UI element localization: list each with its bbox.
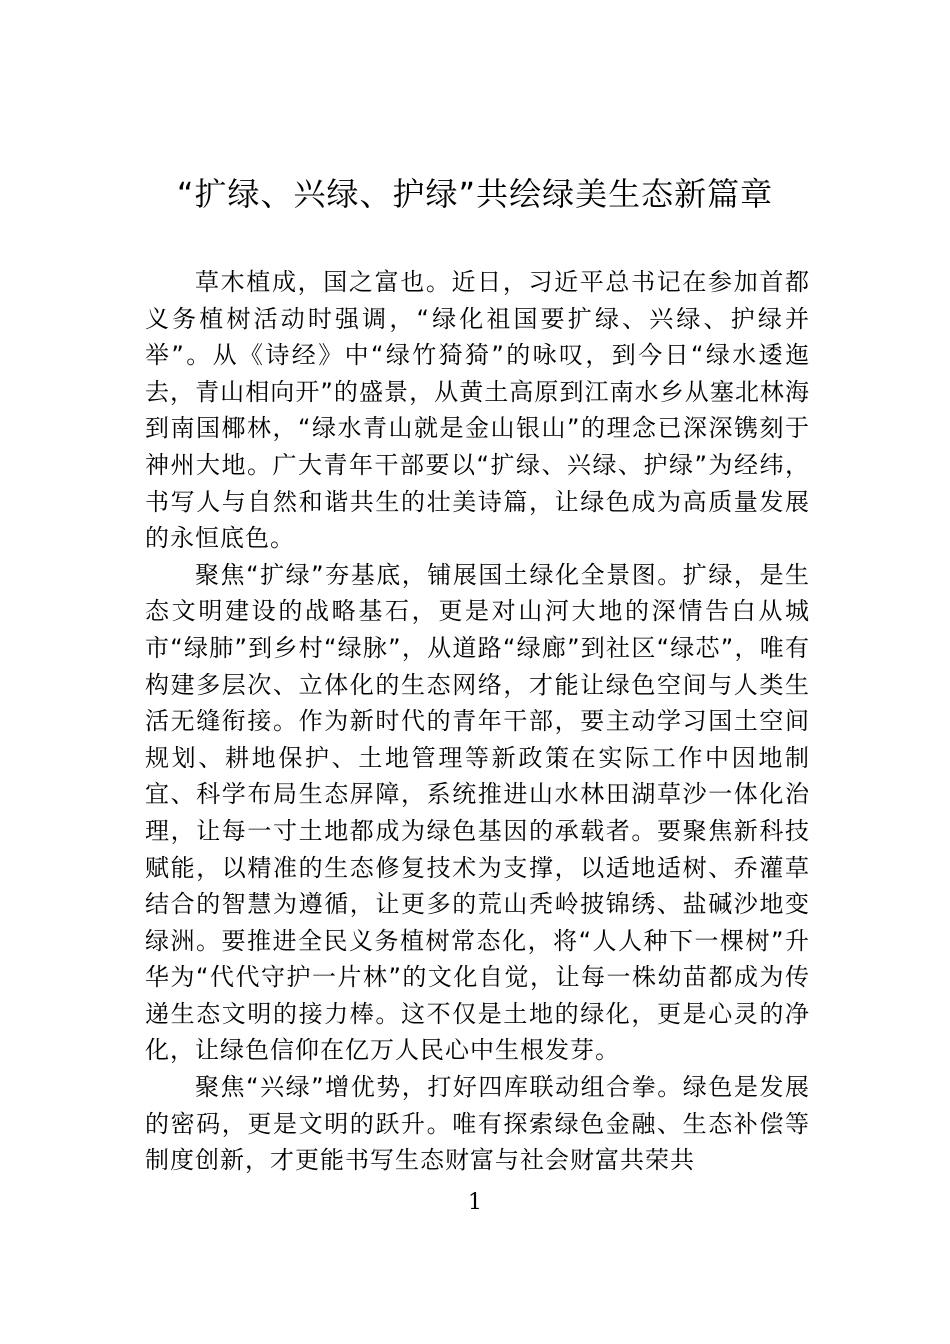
- document-body: [145, 264, 810, 1179]
- page-number: 1: [468, 1190, 482, 1215]
- paragraph-expand-green: 聚焦“扩绿”夯基底，铺展国土绿化全景图。扩绿，是生态文明建设的战略基石，更是对山河大地的深情告白从城市“绿肺”到乡村“绿脉”，从道路“绿廊”到社区“绿芯”，唯有构建多层次、立体化的生态网络，才能让绿色空间与人类生活无缝衔接。作为新时代的青年干部，要主动学习国土空间规划、耕地保护、土地管理等新政策在实际工作中因地制宜、科学布局生态屏障，系统推进山水林田湖草沙一体化治理，让每一寸土地都成为绿色基因的承载者。要聚焦新科技赋能，以精准的生态修复技术为支撑，以适地适树、乔灌草结合的智慧为遵循，让更多的荒山秃岭披锦绣、盐碱沙地变绿洲。要推进全民义务植树常态化，将“人人种下一棵树”升华为“代代守护一片林”的文化自觉，让每一株幼苗都成为传递生态文明的接力棒。这不仅是土地的绿化，更是心灵的净化，让绿色信仰在亿万人民心中生根发芽。: [145, 560, 810, 1065]
- paragraph-prosper-green: 聚焦“兴绿”增优势，打好四库联动组合拳。绿色是发展的密码，更是文明的跃升。唯有探索绿色金融、生态补偿等制度创新，才更能书写生态财富与社会财富共荣共: [145, 1073, 810, 1175]
- paragraph-intro: 草木植成，国之富也。近日，习近平总书记在参加首都义务植树活动时强调，“绿化祖国要扩绿、兴绿、护绿并举”。从《诗经》中“绿竹猗猗”的咏叹，到今日“绿水逶迤去，青山相向开”的盛景，从黄土高原到江南水乡从塞北林海到南国椰林，“绿水青山就是金山银山”的理念已深深镌刻于神州大地。广大青年干部要以“扩绿、兴绿、护绿”为经纬，书写人与自然和谐共生的壮美诗篇，让绿色成为高质量发展的永恒底色。: [145, 268, 810, 553]
- document-title: “扩绿、兴绿、护绿”共绘绿美生态新篇章: [176, 175, 774, 213]
